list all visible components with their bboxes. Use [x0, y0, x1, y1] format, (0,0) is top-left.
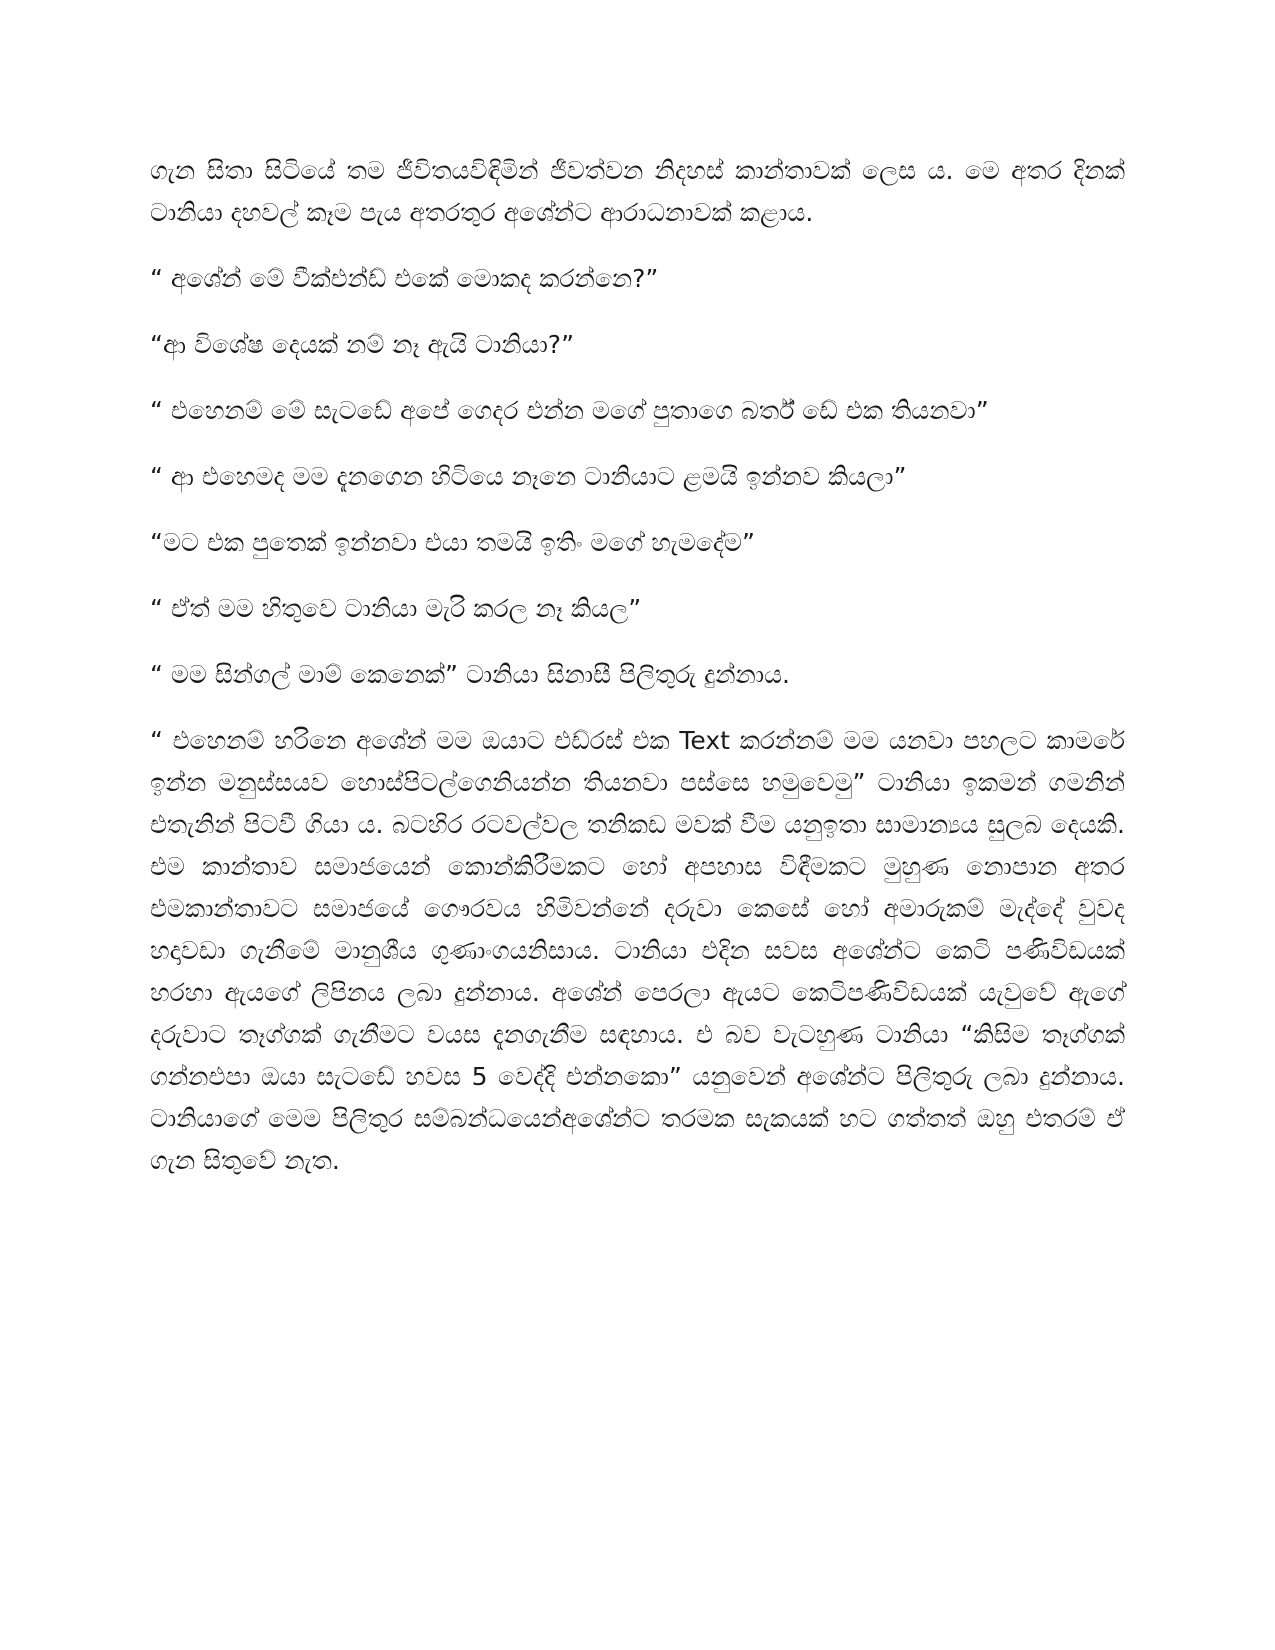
paragraph-intro: ගැන සිතා සිටියේ තම ජීවිතයවිඳිමින් ජීවත්වන නිදහස් කාන්තාවක් ලෙස ය. මෙ අතර දිනක් ටානියා දහවල් කෑම පැය අතරතුර අශේන්ට ආරාධනාවක් කළාය.: [150, 156, 1125, 227]
dialogue-line: “මට එක පුතෙක් ඉන්නවා එයා තමයි ඉතිං මගේ හැමදේම”: [150, 528, 755, 557]
document-body: [150, 150, 1125, 1206]
dialogue-line: “ මම සින්ගල් මාම් කෙනෙක්” ටානියා සිනාසී පිලිතුරු දුන්නාය.: [150, 660, 791, 689]
dialogue-line: “ආ විශේෂ දෙයක් නම් නෑ ඇයි ටානියා?”: [150, 330, 575, 359]
dialogue-line: “ ඒත් මම හිතුවෙ ටානියා මැරි කරල නෑ කියල”: [150, 594, 642, 623]
dialogue-line: “ ආ එහෙමද මම දැනගෙන හිටියෙ නෑනෙ ටානියාට ළමයි ඉන්නව කියලා”: [150, 462, 907, 491]
paragraph-narrative: “ එහෙනම් හරිනෙ අශේන් මම ඔයාට එඩ්රස් එක Text කරන්නම් මම යනවා පහලට කාමරේ ඉන්න මනුස්සයව හොස්පිටල්ගෙනියන්න තියනවා පස්සෙ හමුවෙමු” ටානියා ඉකමන් ගමනින් එතැනින් පිටවී ගියා ය. බටහිර රටවල්වල තනිකඩ මවක් වීම යනුඉතා සාමාන්‍යය සුලබ දෙයකි. එම කාන්තාව සමාජයෙන් කොන්කිරීමකට හෝ අපහාස විඳීමකට මුහුණ නොපාන අතර එමකාන්තාවට සමාජයේ ගෞරවය හිමිවන්නේ දරුවා කෙසේ හෝ අමාරුකම් මැද්දේ වුවද හදාවඩා ගැනීමේ මානුශීය ගුණාංගයනිසාය. ටානියා එදින සවස අශේන්ට කෙටි පණිවිඩයක් හරහා ඇයගේ ලිපිනය ලබා දුන්නාය. අශේන් පෙරලා ඇයට කෙටිපණිවිඩයක් යැවුවේ ඇගේ දරුවාට තෑග්ගක් ගැනීමට වයස දැනගැනීම සඳහාය. එ බව වැටහුණ ටානියා “කිසිම තෑග්ගක් ගන්නඑපා ඔයා සැටඩේ හවස 5 වෙද්දි එන්නකො” යනුවෙන් අශේන්ට පිලිතුරු ලබා දුන්නාය. ටානියාගේ මෙම පිලිතුර සම්බන්ධයෙන්අශේන්ට තරමක සැකයක් හට ගත්තත් ඔහු එතරම් ඒ ගැන සිතුවේ නැත.: [150, 726, 1125, 1175]
dialogue-line: “ එහෙනම් මේ සැටඩේ අපේ ගෙදර එන්න මගේ පුතාගෙ බර්ත් ඩේ එක තියනවා”: [150, 396, 989, 425]
dialogue-line: “ අශේන් මේ වීක්එන්ඩ් එකේ මොකද කරන්නෙ?”: [150, 264, 659, 293]
